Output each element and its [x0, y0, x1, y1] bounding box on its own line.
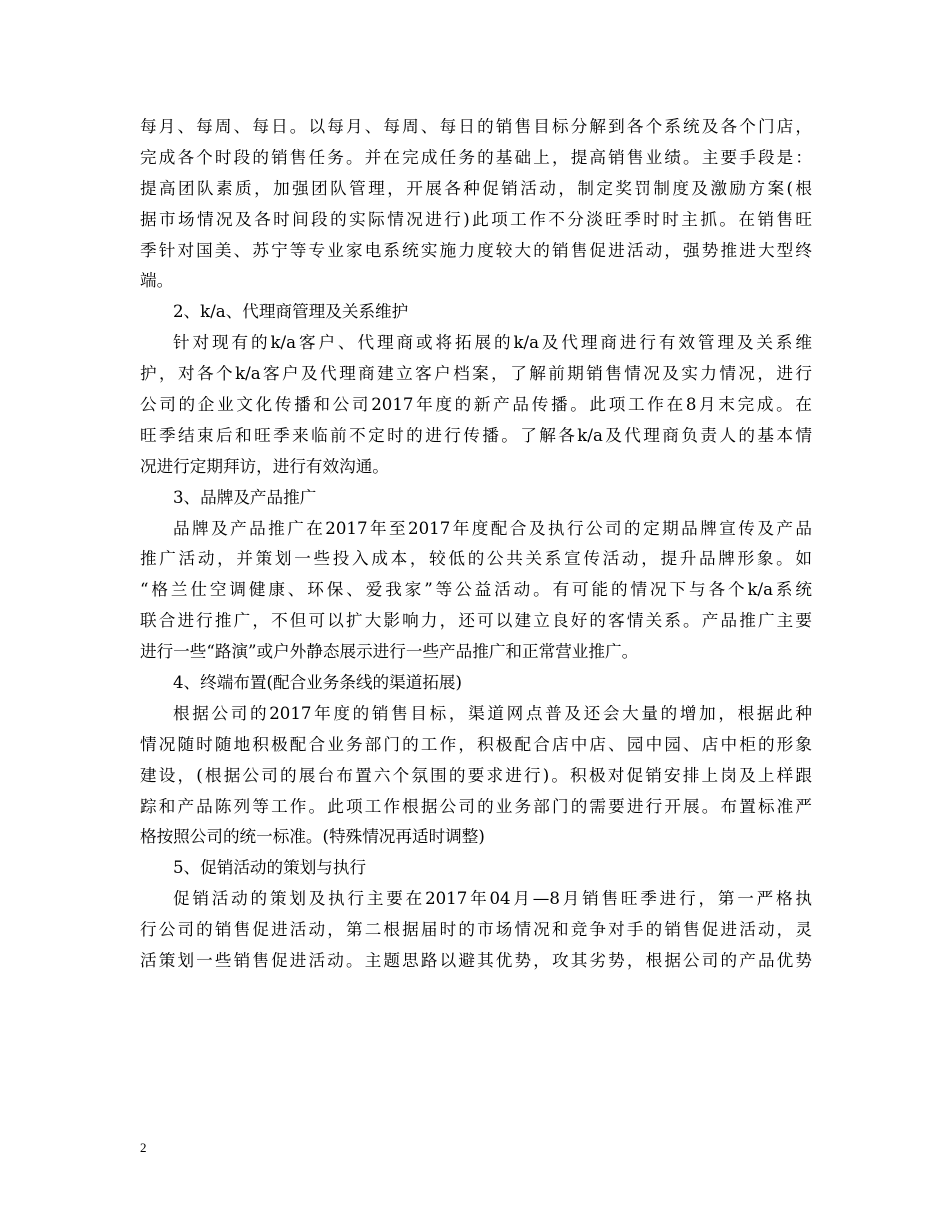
text-line: 推广活动，并策划一些投入成本，较低的公共关系宣传活动，提升品牌形象。如 — [140, 549, 812, 569]
paragraph-sales-target — [140, 112, 812, 297]
text-line: 完成各个时段的销售任务。并在完成任务的基础上，提高销售业绩。主要手段是： — [140, 147, 812, 167]
text-line: 2、k/a、代理商管理及关系维护 — [173, 302, 409, 322]
text-line: 每月、每周、每日。以每月、每周、每日的销售目标分解到各个系统及各个门店， — [140, 117, 812, 136]
text-line: 促销活动的策划及执行主要在2017年04月—8月销售旺季进行，第一严格执 — [173, 889, 812, 909]
heading-ka-agent-management — [140, 297, 812, 328]
text-line: 活策划一些销售促进活动。主题思路以避其优势，攻其劣势，根据公司的产品优势 — [140, 951, 812, 971]
text-line: 格按照公司的统一标准。(特殊情况再适时调整) — [140, 827, 485, 847]
text-line: 情况随时随地积极配合业务部门的工作，积极配合店中店、园中园、店中柜的形象 — [140, 734, 812, 754]
text-line: 况进行定期拜访，进行有效沟通。 — [140, 456, 389, 476]
text-line: 根据公司的2017年度的销售目标，渠道网点普及还会大量的增加，根据此种 — [173, 703, 812, 723]
paragraph-brand-promotion — [140, 514, 812, 668]
paragraph-ka-agent-management — [140, 328, 812, 482]
text-line: 针对现有的k/a客户、代理商或将拓展的k/a及代理商进行有效管理及关系维 — [173, 333, 812, 353]
text-line: 踪和产品陈列等工作。此项工作根据公司的业务部门的需要进行开展。布置标准严 — [140, 796, 812, 816]
text-line: 进行一些“路演”或户外静态展示进行一些产品推广和正常营业推广。 — [140, 642, 639, 662]
heading-promotion-planning — [140, 853, 812, 884]
text-line: 季针对国美、苏宁等专业家电系统实施力度较大的销售促进活动，强势推进大型终 — [140, 240, 812, 260]
text-line: “格兰仕空调健康、环保、爱我家”等公益活动。有可能的情况下与各个k/a系统 — [140, 580, 812, 600]
heading-terminal-layout — [140, 668, 812, 699]
text-line: 据市场情况及各时间段的实际情况进行)此项工作不分淡旺季时时主抓。在销售旺 — [140, 209, 812, 229]
text-line: 5、促销活动的策划与执行 — [173, 858, 367, 878]
paragraph-terminal-layout — [140, 699, 812, 853]
text-line: 行公司的销售促进活动，第二根据届时的市场情况和竞争对手的销售促进活动，灵 — [140, 920, 812, 940]
text-line: 端。 — [140, 271, 174, 291]
text-line: 提高团队素质，加强团队管理，开展各种促销活动，制定奖罚制度及激励方案(根 — [140, 178, 812, 198]
text-line: 旺季结束后和旺季来临前不定时的进行传播。了解各k/a及代理商负责人的基本情 — [140, 425, 812, 445]
text-line: 联合进行推广，不但可以扩大影响力，还可以建立良好的客情关系。产品推广主要 — [140, 611, 812, 631]
text-line: 4、终端布置(配合业务条线的渠道拓展) — [173, 673, 463, 693]
text-line: 品牌及产品推广在2017年至2017年度配合及执行公司的定期品牌宣传及产品 — [173, 518, 812, 538]
text-line: 公司的企业文化传播和公司2017年度的新产品传播。此项工作在8月末完成。在 — [140, 395, 812, 415]
page-number: 2 — [140, 1140, 147, 1155]
paragraph-promotion-planning — [140, 884, 812, 977]
document-body — [140, 112, 812, 977]
heading-brand-promotion — [140, 483, 812, 514]
text-line: 护，对各个k/a客户及代理商建立客户档案，了解前期销售情况及实力情况，进行 — [140, 364, 812, 384]
text-line: 建设，(根据公司的展台布置六个氛围的要求进行)。积极对促销安排上岗及上样跟 — [140, 765, 812, 785]
text-line: 3、品牌及产品推广 — [173, 487, 317, 507]
